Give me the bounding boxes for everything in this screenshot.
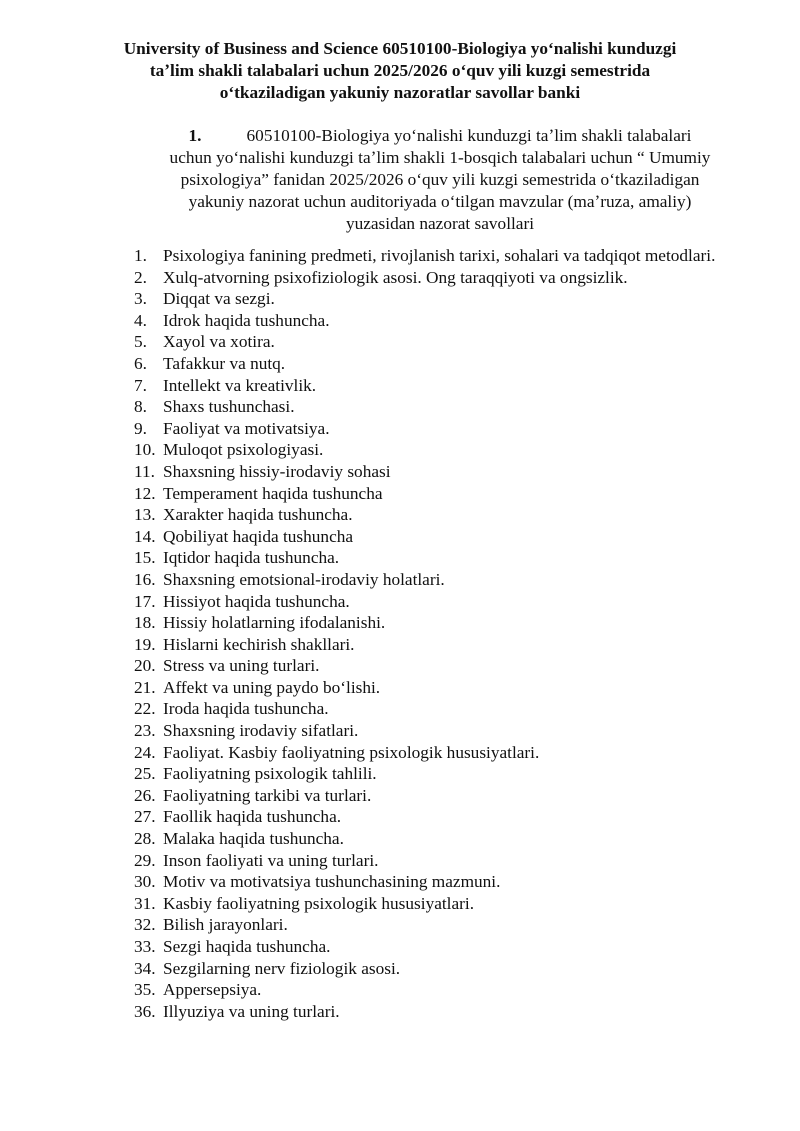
- document-title: [110, 38, 690, 104]
- question-item: [134, 720, 744, 742]
- question-item: [134, 698, 744, 720]
- question-item: [134, 634, 744, 656]
- question-number: 25.: [134, 764, 156, 784]
- question-number: 34.: [134, 958, 156, 978]
- question-text: Temperament haqida tushuncha: [163, 483, 383, 503]
- question-item: [134, 245, 744, 267]
- title-line: taʼlim shakli talabalari uchun 2025/2026 oʻquv yili kuzgi semestrida: [149, 61, 651, 80]
- question-item: [134, 547, 744, 569]
- question-item: [134, 569, 744, 591]
- question-number: 23.: [134, 721, 156, 741]
- question-text: Diqqat va sezgi.: [163, 289, 275, 309]
- question-text: Motiv va motivatsiya tushunchasining mazmuni.: [163, 872, 501, 892]
- question-text: Muloqot psixologiyasi.: [163, 440, 324, 460]
- question-item: [134, 742, 744, 764]
- question-number: 12.: [134, 483, 156, 503]
- question-item: [134, 331, 744, 353]
- question-number: 31.: [134, 893, 156, 913]
- question-number: 5.: [134, 332, 147, 352]
- question-text: Illyuziya va uning turlari.: [163, 1001, 340, 1021]
- question-text: Faollik haqida tushuncha.: [163, 807, 342, 827]
- question-number: 4.: [134, 310, 147, 330]
- question-text: Faoliyatning tarkibi va turlari.: [163, 785, 372, 805]
- question-text: Hissiyot haqida tushuncha.: [163, 591, 350, 611]
- question-number: 35.: [134, 980, 156, 1000]
- section-heading-line: psixologiya” fanidan 2025/2026 oʻquv yili kuzgi semestrida oʻtkaziladigan: [180, 170, 700, 189]
- question-text: Faoliyat va motivatsiya.: [163, 418, 330, 438]
- question-item: [134, 893, 744, 915]
- question-item: [134, 871, 744, 893]
- question-text: Xulq-atvorning psixofiziologik asosi. Ong taraqqiyoti va ongsizlik.: [163, 267, 628, 287]
- question-number: 14.: [134, 526, 156, 546]
- question-item: [134, 288, 744, 310]
- question-text: Sezgilarning nerv fiziologik asosi.: [163, 958, 401, 978]
- question-text: Shaxsning irodaviy sifatlari.: [163, 721, 359, 741]
- question-item: [134, 461, 744, 483]
- question-text: Affekt va uning paydo boʻlishi.: [163, 677, 381, 697]
- question-number: 36.: [134, 1001, 156, 1021]
- title-line: oʻtkaziladigan yakuniy nazoratlar savollar banki: [219, 83, 581, 102]
- question-text: Tafakkur va nutq.: [163, 353, 286, 373]
- section-heading-line: yakuniy nazorat uchun auditoriyada oʻtilgan mavzular (maʼruza, amaliy): [188, 192, 692, 211]
- question-number: 3.: [134, 289, 147, 309]
- question-item: [134, 850, 744, 872]
- question-number: 7.: [134, 375, 147, 395]
- question-item: [134, 806, 744, 828]
- question-number: 2.: [134, 267, 147, 287]
- question-item: [134, 958, 744, 980]
- question-item: [134, 1001, 744, 1023]
- question-item: [134, 936, 744, 958]
- section-number: 1.: [188, 126, 202, 145]
- question-item: [134, 267, 744, 289]
- question-text: Kasbiy faoliyatning psixologik hususiyatlari.: [163, 893, 475, 913]
- question-text: Intellekt va kreativlik.: [163, 375, 317, 395]
- question-item: [134, 526, 744, 548]
- question-text: Qobiliyat haqida tushuncha: [163, 526, 354, 546]
- title-line: University of Business and Science 60510100-Biologiya yoʻnalishi kunduzgi: [123, 39, 677, 58]
- question-number: 18.: [134, 613, 156, 633]
- question-text: Shaxs tushunchasi.: [163, 397, 295, 417]
- question-item: [134, 677, 744, 699]
- question-number: 28.: [134, 829, 156, 849]
- question-text: Hislarni kechirish shakllari.: [163, 634, 355, 654]
- question-item: [134, 591, 744, 613]
- question-item: [134, 828, 744, 850]
- question-number: 20.: [134, 656, 156, 676]
- section-heading: [140, 125, 740, 235]
- question-item: [134, 612, 744, 634]
- question-number: 6.: [134, 353, 147, 373]
- question-item: [134, 418, 744, 440]
- question-number: 10.: [134, 440, 156, 460]
- question-item: [134, 439, 744, 461]
- question-item: [134, 310, 744, 332]
- section-heading-line: yuzasidan nazorat savollari: [345, 214, 535, 233]
- question-item: [134, 979, 744, 1001]
- question-item: [134, 655, 744, 677]
- question-item: [134, 504, 744, 526]
- question-item: [134, 375, 744, 397]
- question-text: Inson faoliyati va uning turlari.: [163, 850, 379, 870]
- question-text: Faoliyatning psixologik tahlili.: [163, 764, 377, 784]
- question-item: [134, 914, 744, 936]
- question-text: Appersepsiya.: [163, 980, 262, 1000]
- question-text: Malaka haqida tushuncha.: [163, 829, 344, 849]
- question-item: [134, 483, 744, 505]
- question-text: Bilish jarayonlari.: [163, 915, 288, 935]
- section-heading-line: uchun yoʻnalishi kunduzgi taʼlim shakli 1-bosqich talabalari uchun “ Umumiy: [169, 148, 711, 167]
- question-text: Shaxsning emotsional-irodaviy holatlari.: [163, 569, 445, 589]
- question-number: 19.: [134, 634, 156, 654]
- question-number: 33.: [134, 937, 156, 956]
- question-number: 27.: [134, 807, 156, 827]
- question-text: Xarakter haqida tushuncha.: [163, 505, 353, 525]
- question-item: [134, 353, 744, 375]
- question-number: 9.: [134, 418, 147, 438]
- question-text: Shaxsning hissiy-irodaviy sohasi: [163, 461, 391, 481]
- question-item: [134, 396, 744, 418]
- question-number: 13.: [134, 505, 156, 525]
- section-heading-line: [140, 125, 740, 147]
- question-text: Stress va uning turlari.: [163, 656, 320, 676]
- question-number: 1.: [134, 246, 147, 265]
- question-list: [134, 245, 744, 1022]
- question-number: 30.: [134, 872, 156, 892]
- question-text: Xayol va xotira.: [163, 332, 275, 352]
- section-heading-text: 60510100-Biologiya yoʻnalishi kunduzgi taʼlim shakli talabalari: [246, 126, 692, 145]
- question-item: [134, 785, 744, 807]
- question-number: 11.: [134, 461, 155, 481]
- question-text: Sezgi haqida tushuncha.: [163, 937, 331, 956]
- question-number: 29.: [134, 850, 156, 870]
- question-number: 15.: [134, 548, 156, 568]
- question-number: 26.: [134, 785, 156, 805]
- question-text: Hissiy holatlarning ifodalanishi.: [163, 613, 386, 633]
- question-number: 21.: [134, 677, 156, 697]
- question-number: 16.: [134, 569, 156, 589]
- question-text: Iqtidor haqida tushuncha.: [163, 548, 340, 568]
- question-number: 32.: [134, 915, 156, 935]
- question-text: Iroda haqida tushuncha.: [163, 699, 329, 719]
- question-text: Psixologiya fanining predmeti, rivojlanish tarixi, sohalari va tadqiqot metodlari.: [163, 246, 716, 265]
- question-text: Idrok haqida tushuncha.: [163, 310, 330, 330]
- question-number: 22.: [134, 699, 156, 719]
- question-text: Faoliyat. Kasbiy faoliyatning psixologik hususiyatlari.: [163, 742, 540, 762]
- question-number: 8.: [134, 397, 147, 417]
- question-number: 17.: [134, 591, 156, 611]
- question-number: 24.: [134, 742, 156, 762]
- question-item: [134, 763, 744, 785]
